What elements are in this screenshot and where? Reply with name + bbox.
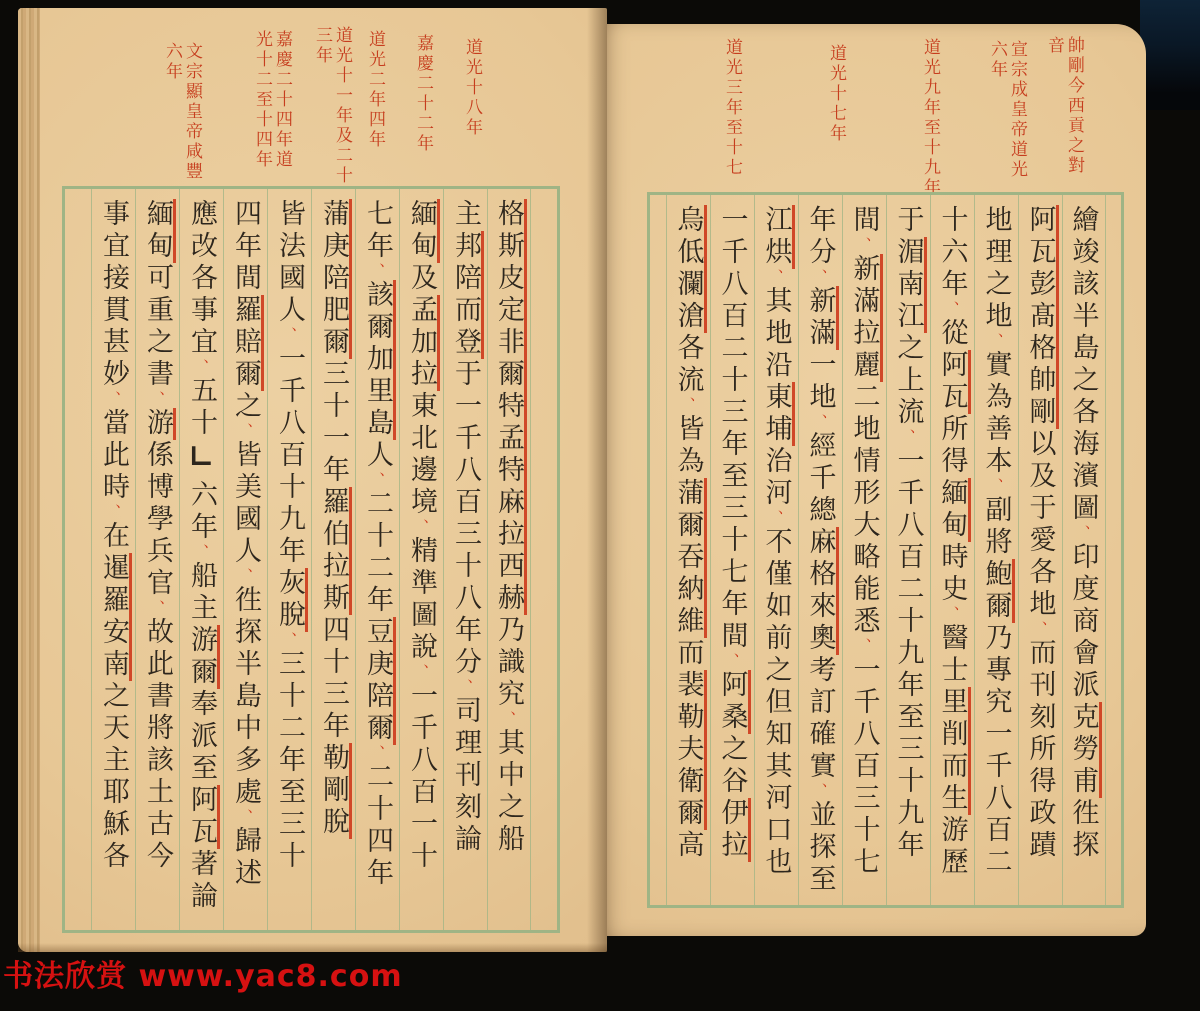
proper-name-marked-text: 伊拉 <box>717 798 751 862</box>
column-text: 在 <box>98 521 129 553</box>
reading-dot-mark: 、 <box>456 679 474 696</box>
column-text: 並探至 <box>804 800 836 896</box>
proper-name-marked-text: 孟加拉 <box>406 295 440 391</box>
reading-dot-mark: 、 <box>104 504 122 521</box>
column-text: 時史 <box>936 542 968 606</box>
column-text: 係博學兵官 <box>142 440 173 600</box>
text-column <box>91 189 135 930</box>
proper-name-marked-text: 吞納維 <box>673 542 707 638</box>
column-text: 二十二年 <box>362 489 393 617</box>
column-text: 徃探半島中多處 <box>230 585 261 809</box>
column-text: 皆美國人 <box>230 440 261 568</box>
reading-dot-mark: 、 <box>766 269 785 286</box>
reading-dot-mark: 、 <box>810 783 829 800</box>
column-text: 繪竣該半島之各海濱圖 <box>1067 205 1099 525</box>
proper-name-marked-text: 彭髙格帥剛 <box>1025 269 1059 429</box>
column-text: 一千八百十九年 <box>274 344 305 568</box>
proper-name-marked-text: 豆庚陪爾 <box>362 617 396 745</box>
proper-name-marked-text: 湄南江 <box>893 237 927 333</box>
column-text: 年分 <box>804 205 836 269</box>
reading-dot-mark: 、 <box>898 429 917 446</box>
right-text-frame <box>647 192 1124 908</box>
reading-dot-mark: 、 <box>368 472 386 489</box>
text-column <box>666 195 710 905</box>
reading-dot-mark: 、 <box>1030 621 1049 638</box>
proper-name-marked-text: 阿桑 <box>717 670 751 734</box>
reading-dot-mark: 、 <box>499 711 517 728</box>
reading-dot-mark: 、 <box>942 606 961 623</box>
column-text: 印度商會派 <box>1067 542 1099 702</box>
proper-name-marked-text: 緬甸 <box>142 199 176 263</box>
text-column <box>1062 195 1106 905</box>
proper-name-marked-text: 格斯皮定非爾特孟特麻拉西赫 <box>493 199 527 615</box>
column-text: 主 <box>450 199 481 231</box>
column-text: 東北邊境 <box>406 391 437 519</box>
text-column <box>179 189 223 930</box>
column-text: 從 <box>936 318 968 350</box>
column-text: 著論 <box>186 849 217 913</box>
correction-mark: ∟ <box>184 440 219 480</box>
proper-name-marked-text: 游爾 <box>186 625 220 689</box>
proper-name-marked-text: 鮑爾 <box>981 559 1015 623</box>
reading-dot-mark: 、 <box>148 600 166 617</box>
column-text: 奉派至 <box>186 689 217 785</box>
left-text-frame <box>62 186 560 933</box>
reading-dot-mark: 、 <box>148 391 166 408</box>
column-text: 于一千八百三十八年分 <box>450 359 481 679</box>
right-page <box>594 24 1146 936</box>
column-text: 以及于愛各地 <box>1024 429 1056 621</box>
text-column <box>974 195 1018 905</box>
column-text: 乃專究一千八百二 <box>980 623 1012 879</box>
proper-name-marked-text: 羅賠爾 <box>230 295 264 391</box>
proper-name-marked-text: 蒲爾 <box>673 478 707 542</box>
column-text: 五十 <box>186 376 217 440</box>
proper-name-marked-text: 里削而生 <box>937 687 971 815</box>
text-column <box>267 189 311 930</box>
proper-name-marked-text: 江烘 <box>761 205 795 269</box>
reading-dot-mark: 、 <box>104 391 122 408</box>
proper-name-marked-text: 拉麗 <box>849 318 883 382</box>
left-page <box>18 8 607 952</box>
reading-dot-mark: 、 <box>368 263 386 280</box>
column-text: 地理之地 <box>980 205 1012 333</box>
reading-dot-mark: 、 <box>986 333 1005 350</box>
column-text: 七年 <box>362 199 393 263</box>
column-text: 歸述 <box>230 826 261 890</box>
column-text: 二十四年 <box>362 762 393 890</box>
column-text: 實為善本 <box>980 350 1012 478</box>
column-text: 治河 <box>760 446 792 510</box>
proper-name-marked-text: 瀾滄 <box>673 269 707 333</box>
proper-name-marked-text: 烏低 <box>673 205 707 269</box>
header-date-annotation: 道光九年至十九年 <box>920 38 940 198</box>
header-date-annotation: 帥剛今西貢之對音 <box>1044 36 1084 176</box>
column-text: 其地沿 <box>760 286 792 382</box>
column-text: 一千八百二十三年至三十七年間 <box>716 205 748 653</box>
reading-dot-mark: 、 <box>766 510 785 527</box>
column-text: 三十二年至三十 <box>274 649 305 873</box>
column-text: 于 <box>892 205 924 237</box>
proper-name-marked-text: 麻格來奧 <box>805 527 839 655</box>
text-column <box>930 195 974 905</box>
text-column <box>754 195 798 905</box>
proper-name-marked-text: 勒剛脫 <box>318 743 352 839</box>
text-column <box>135 189 179 930</box>
column-text: 之上流 <box>892 333 924 429</box>
reading-dot-mark: 、 <box>986 478 1005 495</box>
header-date-annotation: 道光十一年及二十三年 <box>312 26 352 186</box>
column-text: 徃探 <box>1067 798 1099 862</box>
reading-dot-mark: 、 <box>368 745 386 762</box>
column-text: 高 <box>672 830 704 862</box>
reading-dot-mark: 、 <box>192 544 210 561</box>
header-date-annotation: 道光三年至十七 <box>722 38 742 178</box>
column-text: 之 <box>230 391 261 423</box>
column-text: 皆為 <box>672 414 704 478</box>
column-text: 之谷 <box>716 734 748 798</box>
proper-name-marked-text: 裴勒夫衛爾 <box>673 670 707 830</box>
text-column <box>355 189 399 930</box>
reading-dot-mark: 、 <box>412 519 430 536</box>
column-text: 及 <box>406 263 437 295</box>
column-text: 游歷 <box>936 815 968 879</box>
reading-dot-mark: 、 <box>854 237 873 254</box>
column-text: 可重之書 <box>142 263 173 391</box>
reading-dot-mark: 、 <box>678 397 697 414</box>
text-column <box>223 189 267 930</box>
text-column <box>1018 195 1062 905</box>
text-column <box>399 189 443 930</box>
column-text: 間 <box>848 205 880 237</box>
watermark: 书法欣赏 www.yac8.com <box>3 959 403 994</box>
proper-name-marked-text: 暹羅 <box>98 553 132 617</box>
header-date-annotation: 嘉慶二十四年道光十二至十四年 <box>252 30 292 170</box>
text-column <box>842 195 886 905</box>
column-text: 當此時 <box>98 408 129 504</box>
proper-name-marked-text: 緬甸 <box>406 199 440 263</box>
proper-name-marked-text: 東埔 <box>761 382 795 446</box>
proper-name-marked-text: 灰脫 <box>274 568 308 632</box>
left-header-annotations <box>18 8 607 184</box>
column-text: 司理刊刻論 <box>450 696 481 856</box>
column-text: 六年 <box>186 480 217 544</box>
column-text: 船主 <box>186 561 217 625</box>
reading-dot-mark: 、 <box>236 568 254 585</box>
column-text: 三十一年 <box>318 359 349 487</box>
column-text: 應改各事宜 <box>186 199 217 359</box>
background-corner-sliver <box>1140 0 1200 110</box>
column-text: 所得 <box>936 414 968 478</box>
column-text: 各流 <box>672 333 704 397</box>
proper-name-marked-text: 克勞甫 <box>1068 702 1102 798</box>
column-text: 醫士 <box>936 623 968 687</box>
reading-dot-mark: 、 <box>942 301 961 318</box>
reading-dot-mark: 、 <box>810 269 829 286</box>
header-date-annotation: 道光十八年 <box>462 38 482 138</box>
column-text: 十六年 <box>936 205 968 301</box>
reading-dot-mark: 、 <box>412 664 430 681</box>
column-text: 乃識究 <box>493 615 524 711</box>
proper-name-marked-text: 阿瓦 <box>937 350 971 414</box>
header-date-annotation: 宣宗成皇帝道光六年 <box>987 40 1027 180</box>
header-date-annotation: 嘉慶二十二年 <box>413 34 433 154</box>
proper-name-marked-text: 游 <box>142 408 176 440</box>
column-text: 事宜接貫甚妙 <box>98 199 129 391</box>
column-text: 二地情形大略能悉 <box>848 382 880 638</box>
right-header-annotations <box>594 24 1146 200</box>
text-column <box>311 189 355 930</box>
proper-name-marked-text: 蒲庚陪肥爾 <box>318 199 352 359</box>
reading-dot-mark: 、 <box>810 414 829 431</box>
text-column <box>487 189 531 930</box>
column-text: 人 <box>362 440 393 472</box>
reading-dot-mark: 、 <box>236 423 254 440</box>
header-date-annotation: 道光二年四年 <box>365 30 385 150</box>
column-text: 副將 <box>980 495 1012 559</box>
column-text: 而 <box>672 638 704 670</box>
column-text: 經千總 <box>804 431 836 527</box>
reading-dot-mark: 、 <box>722 653 741 670</box>
reading-dot-mark: 、 <box>1073 525 1092 542</box>
proper-name-marked-text: 阿瓦 <box>1025 205 1059 269</box>
column-text: 之天主耶穌各 <box>98 681 129 873</box>
text-column <box>886 195 930 905</box>
proper-name-marked-text: 安南 <box>98 617 132 681</box>
column-text: 一千八百一十 <box>406 681 437 873</box>
column-text: 而刊刻所得政蹟 <box>1024 638 1056 862</box>
proper-name-marked-text: 阿瓦 <box>186 785 220 849</box>
proper-name-marked-text: 新滿 <box>805 286 839 350</box>
reading-dot-mark: 、 <box>280 632 298 649</box>
proper-name-marked-text: 新滿 <box>849 254 883 318</box>
column-text: 其中之船 <box>493 728 524 856</box>
header-date-annotation: 道光十七年 <box>826 44 846 144</box>
text-column <box>443 189 487 930</box>
text-column <box>710 195 754 905</box>
column-text: 一千八百二十九年至三十九年 <box>892 446 924 862</box>
column-text: 精準圖說 <box>406 536 437 664</box>
column-text: 故此書將該土古今 <box>142 617 173 873</box>
column-text: 皆法國人 <box>274 199 305 327</box>
header-date-annotation: 文宗顯皇帝咸豐六年 <box>162 42 202 182</box>
reading-dot-mark: 、 <box>280 327 298 344</box>
proper-name-marked-text: 該爾加里島 <box>362 280 396 440</box>
column-text: 不僅如前之但知其河口也 <box>760 527 792 879</box>
proper-name-marked-text: 羅伯拉斯 <box>318 487 352 615</box>
text-column <box>798 195 842 905</box>
reading-dot-mark: 、 <box>236 809 254 826</box>
column-text: 一地 <box>804 350 836 414</box>
proper-name-marked-text: 邦陪而登 <box>450 231 484 359</box>
column-text: 四十三年 <box>318 615 349 743</box>
column-text: 一千八百三十七 <box>848 655 880 879</box>
reading-dot-mark: 、 <box>192 359 210 376</box>
column-text: 四年間 <box>230 199 261 295</box>
proper-name-marked-text: 緬甸 <box>937 478 971 542</box>
reading-dot-mark: 、 <box>854 638 873 655</box>
column-text: 考訂確實 <box>804 655 836 783</box>
